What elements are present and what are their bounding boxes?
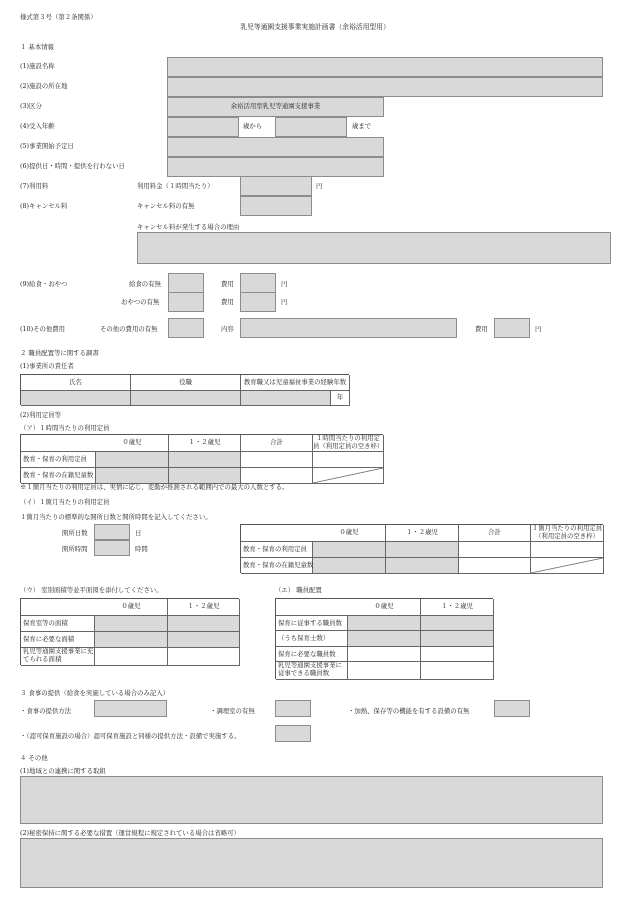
area-row-service-label: 乳児等通園支援事業に充てられる面積 <box>21 648 95 666</box>
heating-field[interactable] <box>494 700 530 717</box>
snack-cost-label: 費用 <box>221 298 234 306</box>
section-1-heading: １ 基本情報 <box>20 43 54 51</box>
community-field[interactable] <box>20 776 603 824</box>
hourly-header-total: 合計 <box>241 435 313 452</box>
area-header-age0: ０歳児 <box>95 599 168 616</box>
cancel-label: (8)キャンセル料 <box>20 202 68 210</box>
monthly-enrolled-age0-field[interactable] <box>313 558 386 574</box>
snack-field[interactable] <box>168 292 204 312</box>
snack-cost-field[interactable] <box>240 292 276 312</box>
start-date-label: (5)事業開始予定日 <box>20 142 74 150</box>
hourly-corner <box>21 435 96 452</box>
area-corner <box>21 599 95 616</box>
section-3-heading: ３ 食事の提供（給食を実施している場合のみ記入） <box>20 689 170 697</box>
certified-label: ・（認可保育施設の場合）認可保育施設と同様の提供方法・設備で実施する。 <box>20 732 241 740</box>
staff-engaged-age12-field[interactable] <box>421 616 494 631</box>
days-label: (6)提供日・時間・提供を行わない日 <box>20 162 125 170</box>
age-from-unit: 歳から <box>243 122 263 130</box>
privacy-label: (2)秘密保持に関する必要な措置（運営規程に規定されている場合は省略可） <box>20 829 240 837</box>
monthly-header-capacity: １箇月当たりの利用定員（利用定員の空き枠） <box>531 524 603 540</box>
age-from-field[interactable] <box>167 117 239 137</box>
hourly-enrolled-age12-field[interactable] <box>169 468 241 484</box>
area-required-age12-field[interactable] <box>168 632 240 648</box>
diagonal-line <box>313 468 384 484</box>
fee-yen: 円 <box>316 182 323 190</box>
resp-header-position: 役職 <box>131 375 241 391</box>
staff-row-available-label: 乳児等通園支援事業に従事できる職員数 <box>276 662 348 680</box>
start-date-field[interactable] <box>167 137 384 157</box>
hourly-header-capacity: １時間当たりの利用定員（利用定員の空き枠） <box>313 434 384 450</box>
area-service-age12 <box>168 648 240 666</box>
open-days-unit: 日 <box>135 529 142 537</box>
monthly-use-total <box>459 542 531 558</box>
facility-address-field[interactable] <box>167 77 603 97</box>
open-hours-unit: 時間 <box>135 545 148 553</box>
open-hours-label: 開所時間 <box>62 545 88 553</box>
open-hours-field[interactable] <box>94 540 130 556</box>
hourly-capacity-table <box>20 434 383 483</box>
hourly-enrolled-age0-field[interactable] <box>96 468 169 484</box>
section-4-heading: ４ その他 <box>20 754 48 762</box>
area-title: （ウ） 室別面積等並平面図を添付してください。 <box>20 586 163 594</box>
facility-name-label: (1)施設名称 <box>20 62 55 70</box>
cancel-reason-field[interactable] <box>137 232 611 264</box>
hourly-enrolled-capacity <box>313 468 384 484</box>
category-label: (3)区分 <box>20 102 42 110</box>
area-row-room-label: 保育室等の面積 <box>21 616 95 632</box>
monthly-header-age0: ０歳児 <box>313 525 386 542</box>
staff-required-age0 <box>348 647 421 662</box>
other-cost-yen: 円 <box>535 325 542 333</box>
content-field[interactable] <box>240 318 457 338</box>
age-label: (4)受入年齢 <box>20 122 55 130</box>
staff-row-nursery-label: （うち保育士数） <box>276 631 348 647</box>
other-cost-cost-label: 費用 <box>475 325 488 333</box>
kitchen-label: ・調理室の有無 <box>210 707 255 715</box>
hourly-use-capacity <box>313 452 384 468</box>
area-required-age0-field[interactable] <box>95 632 168 648</box>
cancel-reason-label: キャンセル料が発生する場合の理由 <box>137 223 240 231</box>
hourly-row-enrolled-label: 教育・保育の在籍児童数 <box>21 468 96 484</box>
monthly-capacity-title: （イ）１箇月当たりの利用定員 <box>20 498 110 506</box>
certified-field[interactable] <box>275 725 311 742</box>
monthly-enrolled-age12-field[interactable] <box>386 558 459 574</box>
monthly-capacity-desc: １箇月当たりの標準的な開所日数と開所時間を記入してください。 <box>20 513 212 521</box>
area-service-age0 <box>95 648 168 666</box>
resp-position-field[interactable] <box>131 391 241 406</box>
category-field[interactable] <box>167 97 384 117</box>
resp-header-name: 氏名 <box>21 375 131 391</box>
document-title: 乳児等通園支援事業実施計画書（余裕活用型用） <box>240 23 390 31</box>
meal-cost-label: 費用 <box>221 280 234 288</box>
meal-method-label: ・食事の提供方法 <box>20 707 72 715</box>
facility-address-label: (2)施設の所在地 <box>20 82 68 90</box>
age-to-field[interactable] <box>275 117 347 137</box>
staff-available-age0 <box>348 662 421 680</box>
monthly-corner <box>241 525 313 542</box>
monthly-capacity-table <box>240 524 603 573</box>
staff-header-age12: １・２歳児 <box>421 599 494 616</box>
open-days-label: 開所日数 <box>62 529 88 537</box>
resp-years-unit: 年 <box>331 391 350 406</box>
hourly-header-age12: １・２歳児 <box>169 435 241 452</box>
staff-table <box>275 598 493 679</box>
facility-name-field[interactable] <box>167 57 603 77</box>
section-2-heading: ２ 職員配置等に関する調書 <box>20 349 99 357</box>
resp-header-experience: 教育職又は児童福祉事業の経験年数 <box>241 375 350 391</box>
form-number: 様式第３号（第２条関係） <box>20 13 97 21</box>
snack-yen: 円 <box>281 298 288 306</box>
category-value: 余裕活用型乳児等通園支援事業 <box>230 102 321 111</box>
monthly-enrolled-capacity <box>531 558 604 574</box>
community-label: (1)地域との連携に関する取組 <box>20 767 106 775</box>
resp-name-field[interactable] <box>21 391 131 406</box>
days-field[interactable] <box>167 157 384 177</box>
monthly-use-age12-field[interactable] <box>386 542 459 558</box>
staff-title: （エ） 職員配置 <box>275 586 322 594</box>
open-days-field[interactable] <box>94 524 130 540</box>
other-cost-label: (10)その他費用 <box>20 325 66 333</box>
monthly-header-total: 合計 <box>459 525 531 542</box>
monthly-enrolled-total <box>459 558 531 574</box>
staff-header-age0: ０歳児 <box>348 599 421 616</box>
area-table <box>20 598 239 665</box>
staff-nursery-age12-field[interactable] <box>421 631 494 647</box>
staff-row-required-label: 保育に必要な職員数 <box>276 647 348 662</box>
meal-label: (9)給食・おやつ <box>20 280 68 288</box>
capacity-note: ※１箇月当たりの利用定員は、実情に応じ、変動が推測される範囲内での最大の人数とする。 <box>20 483 289 491</box>
area-row-required-label: 保育に必要な面積 <box>21 632 95 648</box>
content-label: 内容 <box>221 325 234 333</box>
cancel-sublabel: キャンセル料の有無 <box>137 202 195 210</box>
hourly-row-use-label: 教育・保育の利用定員 <box>21 452 96 468</box>
privacy-field[interactable] <box>20 838 603 888</box>
responsible-subheading: (1)事業所の責任者 <box>20 362 74 370</box>
area-room-age12-field[interactable] <box>168 616 240 632</box>
fee-sublabel: 利用料金（１時間当たり） <box>137 182 214 190</box>
hourly-use-total <box>241 452 313 468</box>
snack-sublabel: おやつの有無 <box>121 298 160 306</box>
staff-corner <box>276 599 348 616</box>
fee-label: (7)利用料 <box>20 182 49 190</box>
hourly-enrolled-total <box>241 468 313 484</box>
meal-method-field[interactable] <box>94 700 167 717</box>
area-header-age12: １・２歳児 <box>168 599 240 616</box>
monthly-header-age12: １・２歳児 <box>386 525 459 542</box>
staff-nursery-age0-field[interactable] <box>348 631 421 647</box>
cancel-field[interactable] <box>240 196 312 216</box>
staff-row-engaged-label: 保育に従事する職員数 <box>276 616 348 631</box>
other-cost-amount-field[interactable] <box>494 318 530 338</box>
area-room-age0-field[interactable] <box>95 616 168 632</box>
monthly-use-age0-field[interactable] <box>313 542 386 558</box>
diagonal-line <box>531 558 604 574</box>
staff-required-age12 <box>421 647 494 662</box>
meal-field[interactable] <box>168 273 204 293</box>
hourly-use-age12-field[interactable] <box>169 452 241 468</box>
other-cost-sublabel: その他の費用の有無 <box>100 325 158 333</box>
meal-cost-field[interactable] <box>240 273 276 293</box>
capacity-subheading: (2)利用定員等 <box>20 411 62 419</box>
hourly-capacity-title: （ア）１時間当たりの利用定員 <box>20 424 110 432</box>
monthly-row-use-label: 教育・保育の利用定員 <box>241 542 313 558</box>
staff-available-age12 <box>421 662 494 680</box>
fee-field[interactable] <box>240 176 312 196</box>
hourly-header-age0: ０歳児 <box>96 435 169 452</box>
other-cost-field[interactable] <box>168 318 204 338</box>
resp-years-field[interactable] <box>241 391 331 406</box>
kitchen-field[interactable] <box>275 700 311 717</box>
heating-label: ・加熱、保存等の機能を有する設備の有無 <box>348 707 470 715</box>
monthly-row-enrolled-label: 教育・保育の在籍児童数 <box>241 558 313 574</box>
age-to-unit: 歳まで <box>352 122 372 130</box>
staff-engaged-age0-field[interactable] <box>348 616 421 631</box>
responsible-table <box>20 374 349 405</box>
meal-yen: 円 <box>281 280 288 288</box>
meal-sublabel: 給食の有無 <box>129 280 161 288</box>
hourly-use-age0-field[interactable] <box>96 452 169 468</box>
monthly-use-capacity <box>531 542 604 558</box>
